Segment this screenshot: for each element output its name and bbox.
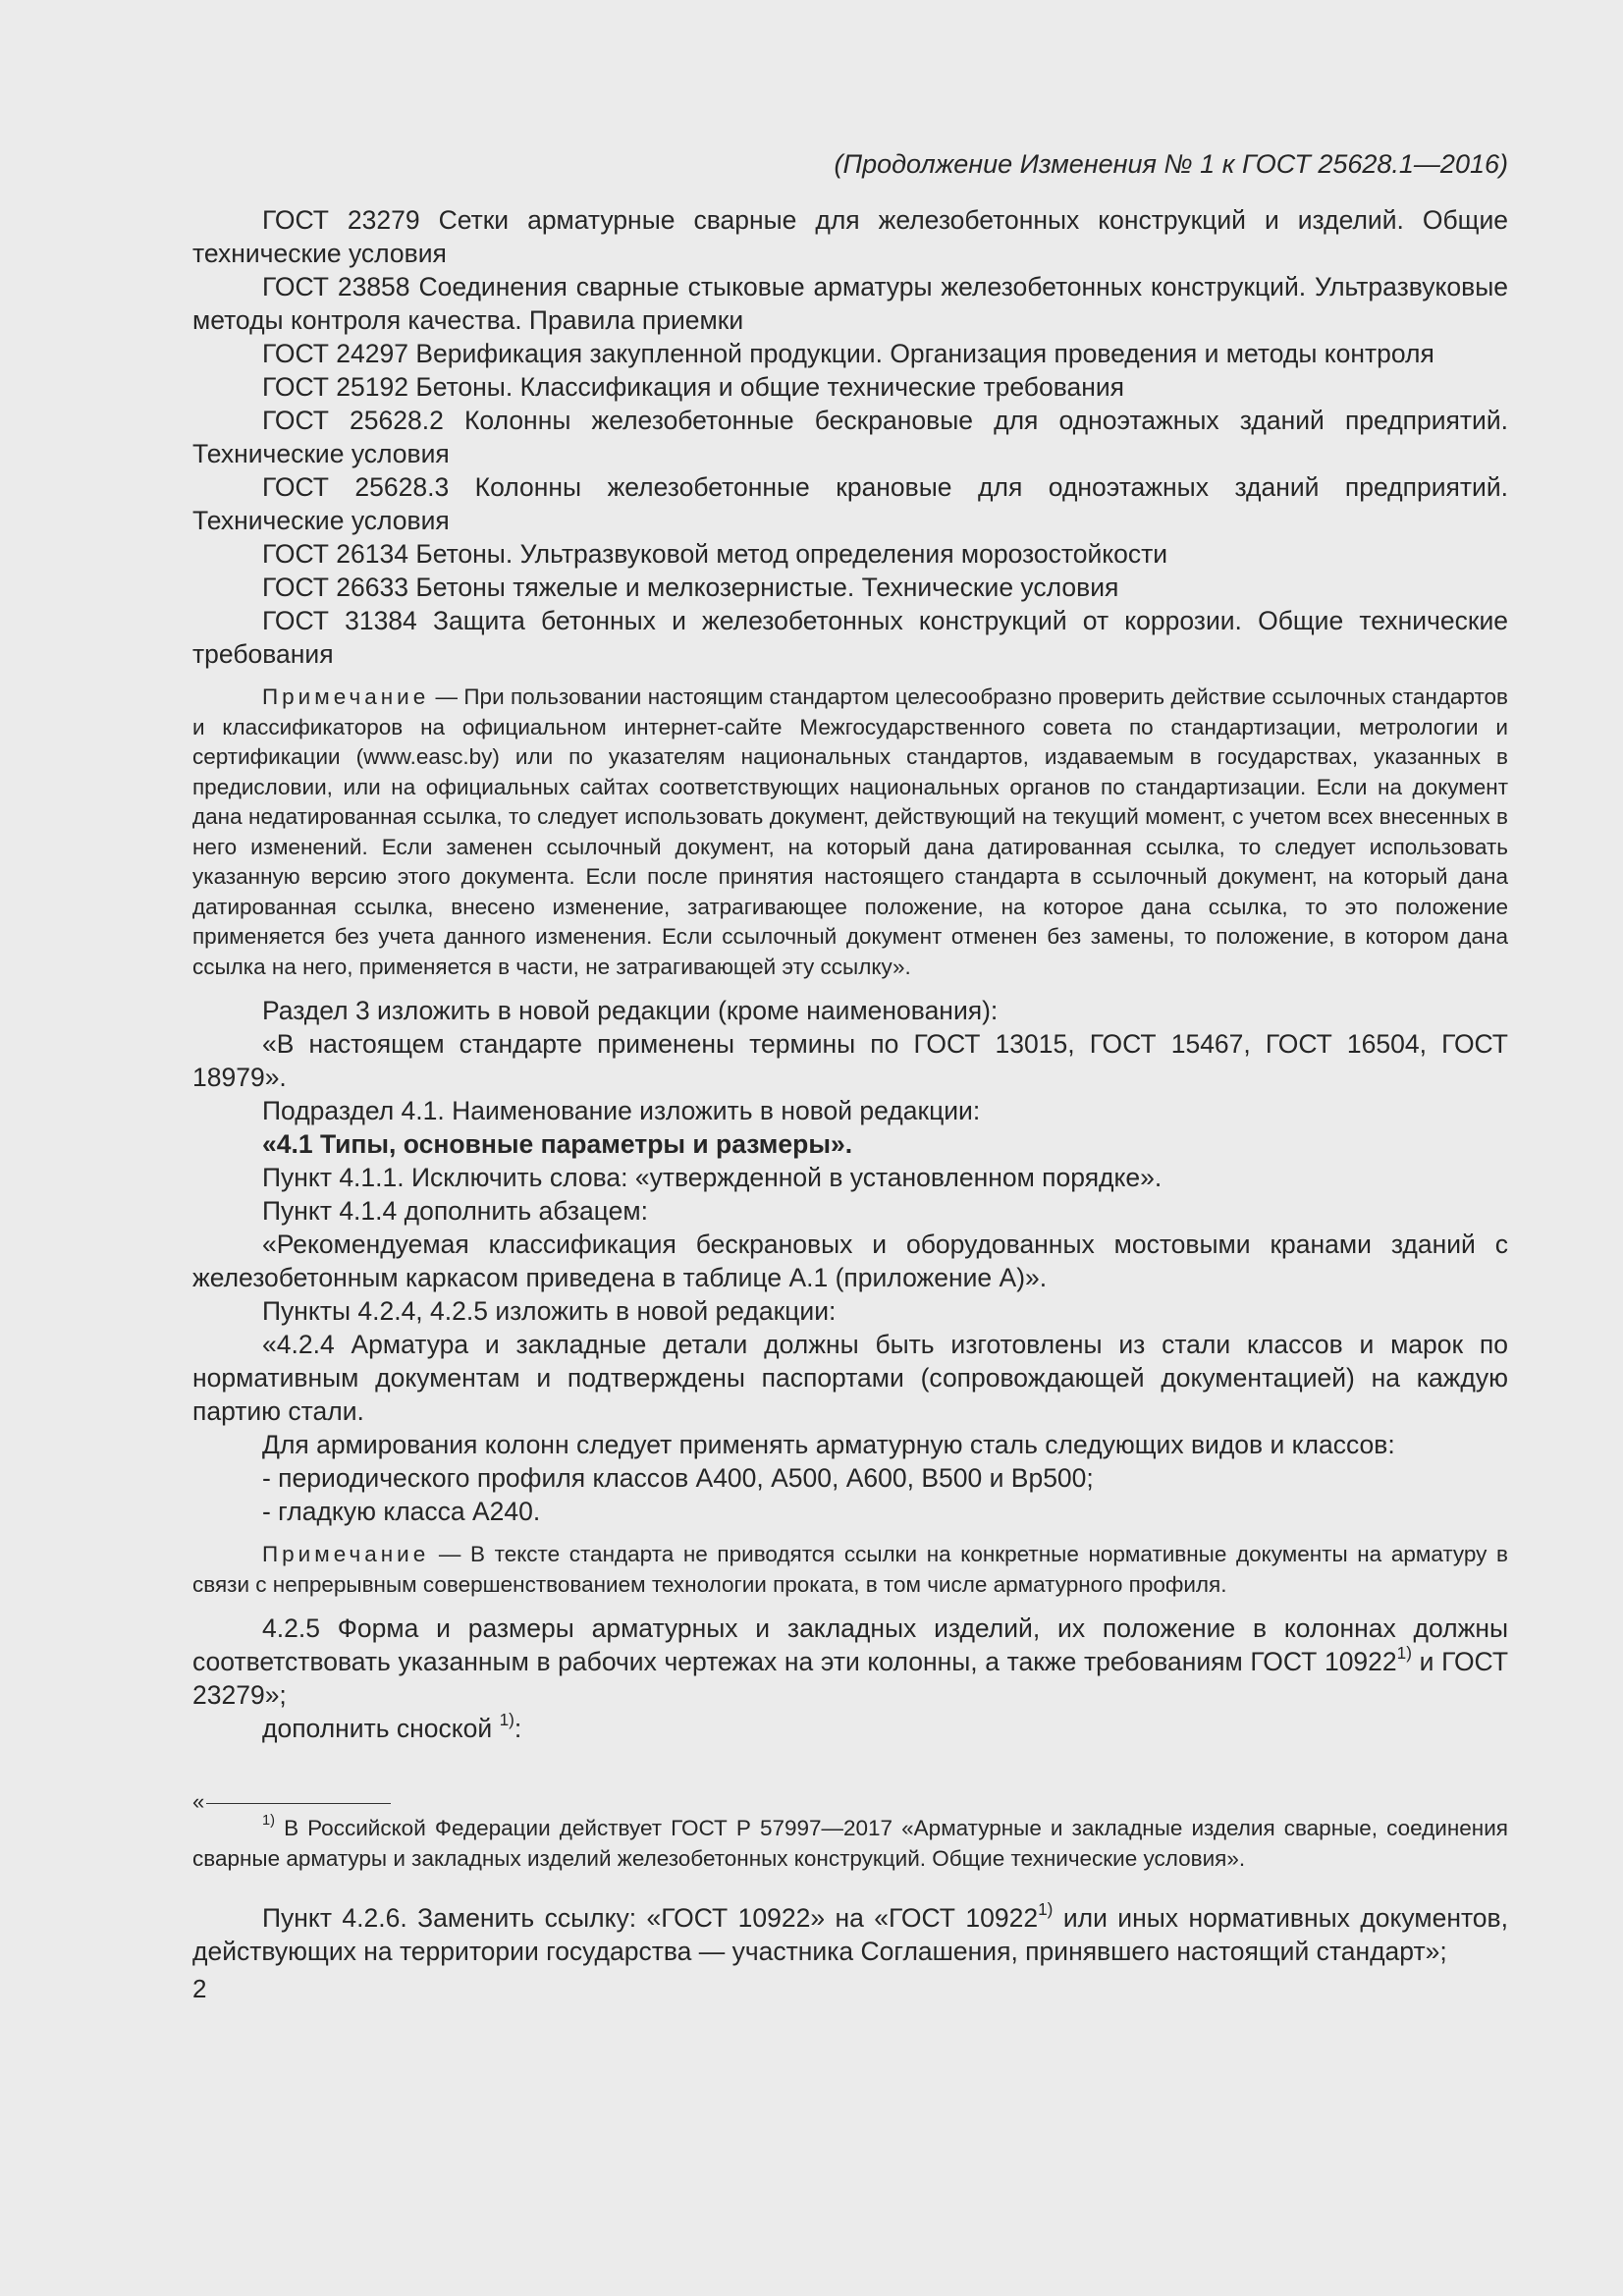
page-number: 2 [192, 1974, 207, 2003]
reference-item: ГОСТ 31384 Защита бетонных и железобетонных конструкций от коррозии. Общие технические требования [192, 606, 1508, 669]
separator-line [206, 1803, 391, 1804]
paragraph [192, 1612, 1508, 1712]
footnote [192, 1814, 1508, 1874]
paragraph: Раздел 3 изложить в новой редакции (кроме наименования): [262, 996, 999, 1025]
paragraph [192, 1709, 1508, 1745]
document-page [192, 147, 1508, 2005]
reference-item: ГОСТ 26633 Бетоны тяжелые и мелкозернистые. Технические условия [262, 573, 1119, 602]
reference-item: ГОСТ 25192 Бетоны. Классификация и общие технические требования [262, 372, 1125, 402]
footnote-marker: 1) [262, 1813, 275, 1830]
subsection-title: «4.1 Типы, основные параметры и размеры». [262, 1129, 853, 1159]
paragraph: Подраздел 4.1. Наименование изложить в новой редакции: [262, 1096, 981, 1125]
note-text: — В тексте стандарта не приводятся ссылки на конкретные нормативные документы на арматуру в связи с непрерывным совершенствованием технологии проката, в том числе арматурного профиля. [192, 1542, 1508, 1597]
reference-item: ГОСТ 24297 Верификация закупленной продукции. Организация проведения и методы контроля [262, 339, 1434, 368]
paragraph [192, 1898, 1508, 1968]
list-item: - гладкую класса А240. [262, 1497, 541, 1526]
footnote-separator [192, 1789, 1508, 1814]
amendment-text [192, 994, 1508, 1528]
paragraph: Пункт 4.1.1. Исключить слова: «утвержденной в установленном порядке». [262, 1163, 1163, 1192]
note-references [192, 683, 1508, 982]
paragraph-text: 4.2.5 Форма и размеры арматурных и закладных изделий, их положение в колоннах должны соответствовать указанным в рабочих чертежах на эти колонны, а также требованиям ГОСТ 10922 [192, 1613, 1508, 1676]
paragraph: Пункты 4.2.4, 4.2.5 изложить в новой редакции: [262, 1296, 837, 1326]
reference-item: ГОСТ 26134 Бетоны. Ультразвуковой метод определения морозостойкости [262, 539, 1168, 569]
footnote-ref: 1) [1396, 1642, 1412, 1663]
paragraph: Для армирования колонн следует применять арматурную сталь следующих видов и классов: [262, 1430, 1395, 1459]
paragraph: Пункт 4.1.4 дополнить абзацем: [262, 1196, 648, 1226]
paragraph-text: дополнить сноской [262, 1714, 500, 1743]
open-quote: « [192, 1789, 205, 1814]
note-reinforcement [192, 1540, 1508, 1600]
paragraph-text: и ГОСТ 23279»; [192, 1647, 1509, 1710]
paragraph: «В настоящем стандарте применены термины по ГОСТ 13015, ГОСТ 15467, ГОСТ 16504, ГОСТ 18979». [192, 1029, 1508, 1092]
reference-item: ГОСТ 23858 Соединения сварные стыковые арматуры железобетонных конструкций. Ультразвуковые методы контроля качества. Правила приемки [192, 272, 1508, 335]
paragraph: «Рекомендуемая классификация бескрановых и оборудованных мостовыми кранами зданий с железобетонным каркасом приведена в таблице А.1 (приложение А)». [192, 1230, 1508, 1292]
paragraph-text: : [514, 1714, 522, 1743]
footnote-ref: 1) [1038, 1898, 1054, 1919]
note-text: — При пользовании настоящим стандартом целесообразно проверить действие ссылочных стандартов и классификаторов на официальном интернет-сайте Межгосударственного совета по стандартизации, метрологии и сертификации (www.easc.by) или по указателям национальных стандартов, издаваемым в государствах, указанных в предисловии, или на официальных сайтах соответствующих национальных органов по стандартизации. Если на документ дана недатированная ссылка, то следует использовать документ, действующий на текущий момент, с учетом всех внесенных в него изменений. Если заменен ссылочный документ, на который дана датированная ссылка, то следует использовать указанную версию этого документа. Если после принятия настоящего стандарта в ссылочный документ, на который дана датированная ссылка, внесено изменение, затрагивающее положение, на которое дана ссылка, то это положение применяется без учета данного изменения. Если ссылочный документ отменен без замены, то положение, в котором дана ссылка на него, применяется в части, не затрагивающей эту ссылку». [192, 684, 1508, 979]
list-item: - периодического профиля классов А400, А500, А600, В500 и Вр500; [262, 1463, 1094, 1493]
paragraph-text: Пункт 4.2.6. Заменить ссылку: «ГОСТ 10922» на «ГОСТ 10922 [262, 1903, 1039, 1933]
running-header: (Продолжение Изменения № 1 к ГОСТ 25628.1—2016) [834, 149, 1508, 179]
amendment-text-2 [192, 1612, 1508, 1745]
amendment-text-3 [192, 1898, 1508, 1968]
reference-item: ГОСТ 25628.2 Колонны железобетонные бескрановые для одноэтажных зданий предприятий. Технические условия [192, 406, 1508, 468]
footnote-text: В Российской Федерации действует ГОСТ Р 57997—2017 «Арматурные и закладные изделия сварные, соединения сварные арматуры и закладных изделий железобетонных конструкций. Общие технические условия». [192, 1816, 1508, 1871]
note-label: Примечание [262, 684, 430, 709]
footnote-ref: 1) [499, 1709, 514, 1729]
note-label: Примечание [262, 1542, 430, 1566]
normative-references [192, 203, 1508, 671]
reference-item: ГОСТ 25628.3 Колонны железобетонные крановые для одноэтажных зданий предприятий. Технические условия [192, 472, 1508, 535]
paragraph: «4.2.4 Арматура и закладные детали должны быть изготовлены из стали классов и марок по нормативным документам и подтверждены паспортами (сопровождающей документацией) на каждую партию стали. [192, 1330, 1508, 1426]
reference-item: ГОСТ 23279 Сетки арматурные сварные для железобетонных конструкций и изделий. Общие технические условия [192, 205, 1508, 268]
paragraph-text: или иных нормативных документов, действующих на территории государства — участника Соглашения, принявшего настоящий стандарт»; [192, 1903, 1508, 1966]
